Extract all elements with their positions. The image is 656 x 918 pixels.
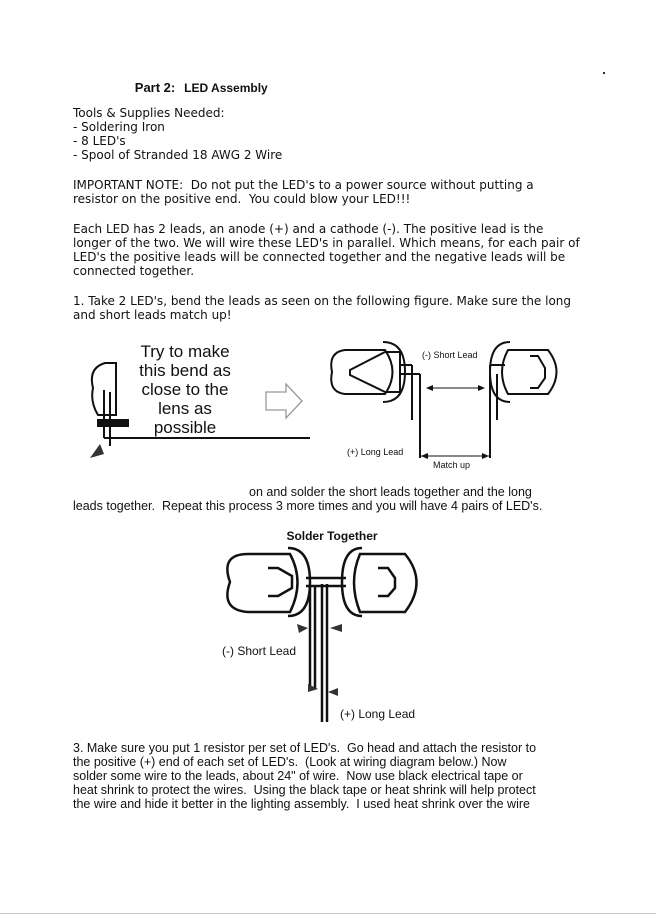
part-title: LED Assembly — [184, 81, 268, 95]
step3-line: solder some wire to the leads, about 24" of wire. Now use black electrical tape or — [73, 769, 523, 783]
paragraph-line: longer of the two. We will wire these LED's in parallel. Which means, for each pair of — [73, 236, 580, 250]
part-label: Part 2: — [134, 80, 176, 95]
long-lead-label: (+) Long Lead — [347, 447, 404, 457]
figure-solder-together — [200, 524, 460, 730]
joined-led-pair — [227, 548, 416, 722]
step2-line: leads together. Repeat this process 3 more times and you will have 4 pairs of LED's. — [73, 499, 543, 513]
svg-text:possible: possible — [153, 418, 217, 437]
step1-line: 1. Take 2 LED's, bend the leads as seen on the following figure. Make sure the long — [73, 294, 572, 308]
step3-line: 3. Make sure you put 1 resistor per set of LED's. Go head and attach the resistor to — [73, 741, 537, 755]
tools-item: - Spool of Stranded 18 AWG 2 Wire — [73, 148, 283, 162]
tools-heading: Tools & Supplies Needed: — [73, 106, 225, 120]
step2-line: on and solder the short leads together and the long — [249, 485, 532, 499]
tools-item: - 8 LED's — [73, 134, 126, 148]
page-edge — [0, 913, 656, 914]
step3-line: the wire and hide it better in the lighting assembly. I used heat shrink over the wire — [73, 797, 530, 811]
short-lead-label: (-) Short Lead — [422, 350, 478, 360]
step3-line: the positive (+) end of each set of LED's. (Look at wiring diagram below.) Now — [73, 755, 507, 769]
callout-text — [139, 342, 231, 437]
paragraph-line: Each LED has 2 leads, an anode (+) and a cathode (-). The positive lead is the — [73, 222, 544, 236]
figure-led-bend — [60, 330, 620, 480]
svg-text:this bend as: this bend as — [139, 361, 231, 380]
speck — [603, 72, 605, 74]
solder-together-label: Solder Together — [286, 529, 378, 543]
short-lead-label: (-) Short Lead — [222, 644, 297, 658]
svg-text:Try to make: Try to make — [140, 342, 230, 361]
pointer-arrow — [90, 444, 104, 458]
paragraph-line: connected together. — [73, 264, 195, 278]
svg-text:lens as: lens as — [158, 399, 212, 418]
long-lead-label: (+) Long Lead — [340, 707, 416, 721]
note-line: IMPORTANT NOTE: Do not put the LED's to a power source without putting a — [73, 178, 534, 192]
paragraph-line: LED's the positive leads will be connected together and the negative leads will be — [73, 250, 566, 264]
hollow-arrow-icon — [266, 384, 302, 418]
match-up-label: Match up — [433, 460, 471, 470]
svg-text:close to the: close to the — [141, 380, 229, 399]
note-line: resistor on the positive end. You could blow your LED!!! — [73, 192, 411, 206]
tools-item: - Soldering Iron — [73, 120, 165, 134]
step1-line: and short leads match up! — [73, 308, 232, 322]
step3-line: heat shrink to protect the wires. Using the black tape or heat shrink will help protect — [73, 783, 536, 797]
